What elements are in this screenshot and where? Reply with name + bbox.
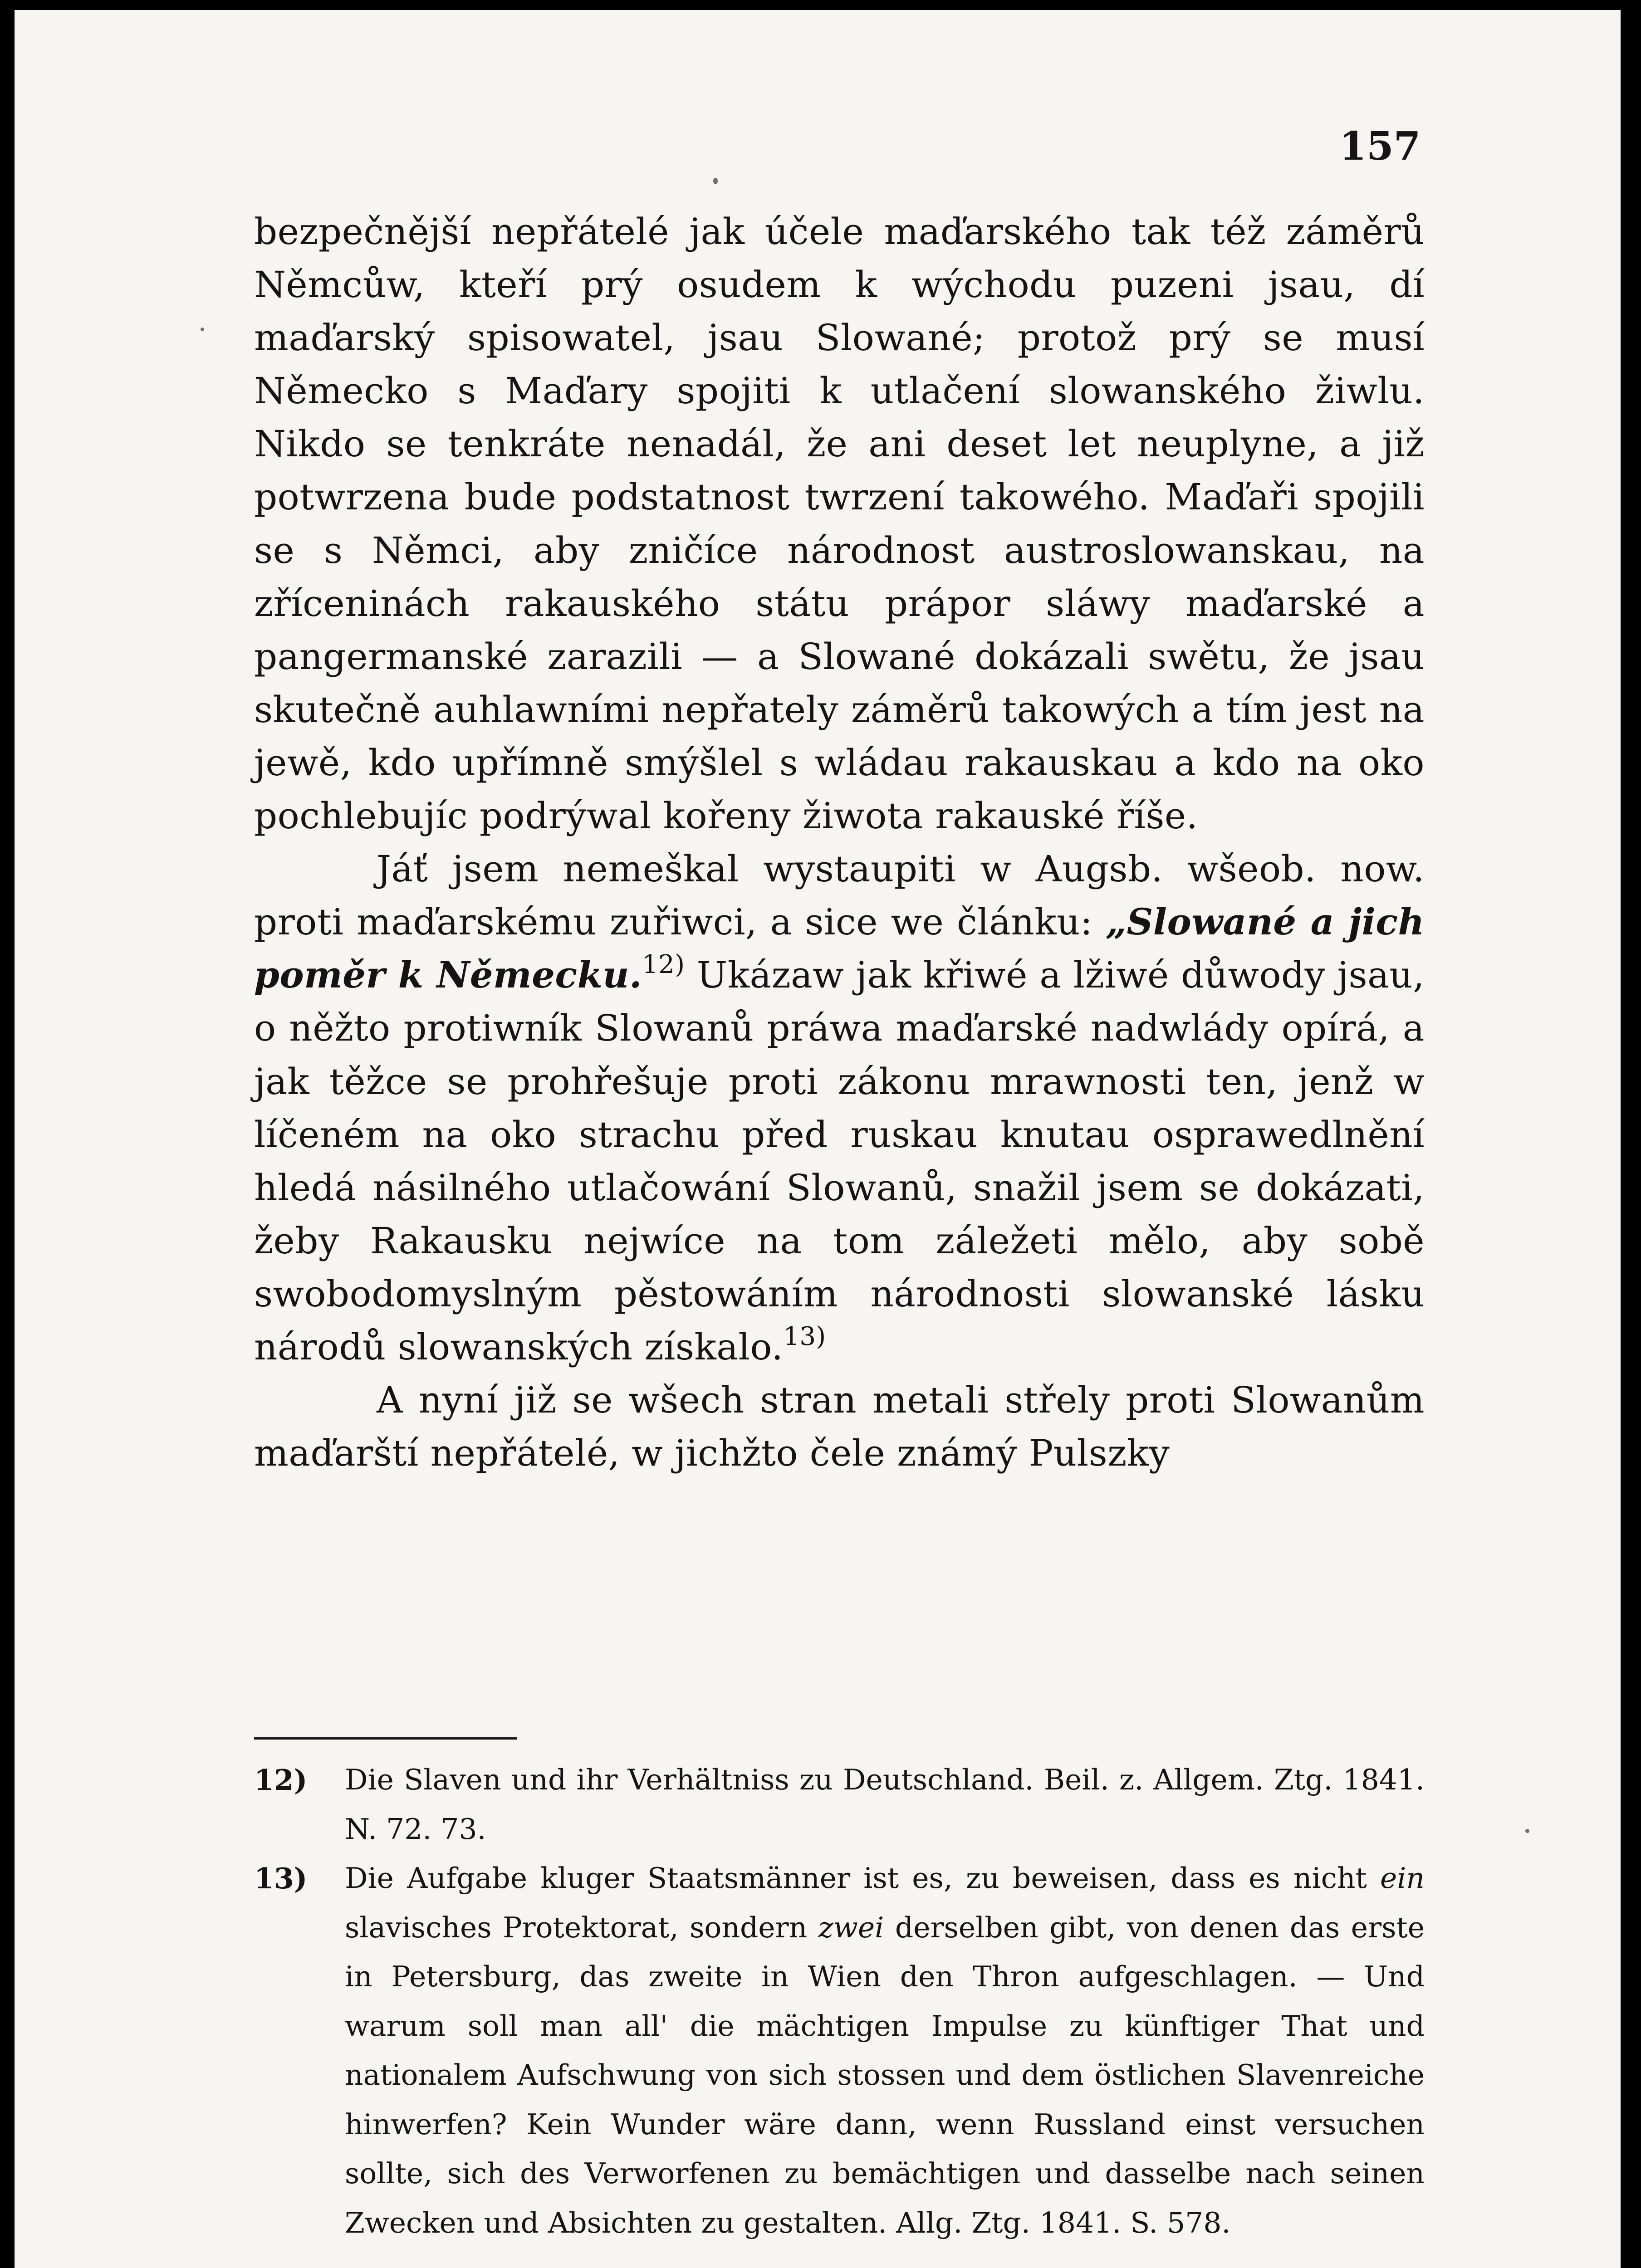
main-text (254, 205, 1425, 1480)
footnote-separator (254, 1737, 517, 1740)
scan-speck (1525, 1829, 1529, 1833)
paragraph (254, 842, 1425, 1374)
footnote-number: 12) (254, 1763, 308, 1797)
paragraph (254, 1374, 1425, 1480)
footnote-number: 13) (254, 1862, 308, 1895)
footnote-ref-12: 12) (642, 950, 685, 980)
footnote-ref-13: 13) (783, 1321, 826, 1351)
footnote-text: Die Aufgabe kluger Staatsmänner ist es, zu beweisen, dass es nicht ein slavisches Protektorat, sondern zwei derselben gibt, von denen das erste in Petersburg, das zweite in Wien den Thron aufgeschlagen. — Und warum soll man all' die mächtigen Impulse zu künftiger That und nationalem Aufschwung von sich stossen und dem östlichen Slavenreiche hinwerfen? Kein Wunder wäre dann, wenn Russland einst versuchen sollte, sich des Verworfenen zu bemächtigen und dasselbe nach seinen Zwecken und Absichten zu gestalten. Allg. Ztg. 1841. S. 578. (345, 1862, 1425, 2239)
emphasis-zwei: zwei (818, 1911, 884, 1944)
paragraph-text: bezpečnější nepřátelé jak účele maďarského tak též záměrů Němcůw, kteří prý osudem k wýchodu puzeni jsau, dí maďarský spisowatel, jsau Slowané; protož prý se musí Německo s Maďary spojiti k utlačení slowanského žiwlu. Nikdo se tenkráte nenadál, že ani deset let neuplyne, a již potwrzena bude podstatnost twrzení takowého. Maďaři spojili se s Němci, aby zničíce národnost austroslowanskau, na zříceninách rakauského státu prápor sláwy maďarské a pangermanské zarazili — a Slowané dokázali swětu, že jsau skutečně auhlawními nepřately záměrů takowých a tím jest na jewě, kdo upřímně smýšlel s wládau rakauskau a kdo na oko pochlebujíc podrýwal kořeny žiwota rakauské říše. (254, 210, 1425, 837)
scan-speck (201, 327, 204, 331)
paragraph-text: Jáť jsem nemeškal wystaupiti w Augsb. wšeob. now. proti maďarskému zuřiwci, a sice we článku: (254, 848, 1425, 943)
paragraph (254, 205, 1425, 842)
book-page (15, 10, 1621, 2268)
article-title: „Slowané a jich poměr k Německu. (254, 900, 1425, 997)
footnote-13 (254, 1854, 1425, 2248)
footnotes (254, 1755, 1425, 2248)
footnote-text: Die Slaven und ihr Verhältniss zu Deutschland. Beil. z. Allgem. Ztg. 1841. N. 72. 73. (345, 1763, 1425, 1846)
emphasis-ein: ein (1380, 1862, 1425, 1895)
page-number: 157 (1339, 123, 1421, 169)
paragraph-text: A nyní již se wšech stran metali střely proti Slowanům maďarští nepřátelé, w jichžto čele známý Pulszky (254, 1379, 1425, 1475)
paragraph-text: Ukázaw jak křiwé a lžiwé důwody jsau, o něžto protiwník Slowanů práwa maďarské nadwlády opírá, a jak těžce se prohřešuje proti zákonu mrawnosti ten, jenž w líčeném na oko strachu před ruskau knutau osprawedlnění hledá násilného utlačowání Slowanů, snažil jsem se dokázati, žeby Rakausku nejwíce na tom záležeti mělo, aby sobě swobodomyslným pěstowáním národnosti slowanské lásku národů slowanských získalo. (254, 954, 1425, 1368)
scan-speck (713, 178, 718, 184)
footnote-12 (254, 1755, 1425, 1854)
